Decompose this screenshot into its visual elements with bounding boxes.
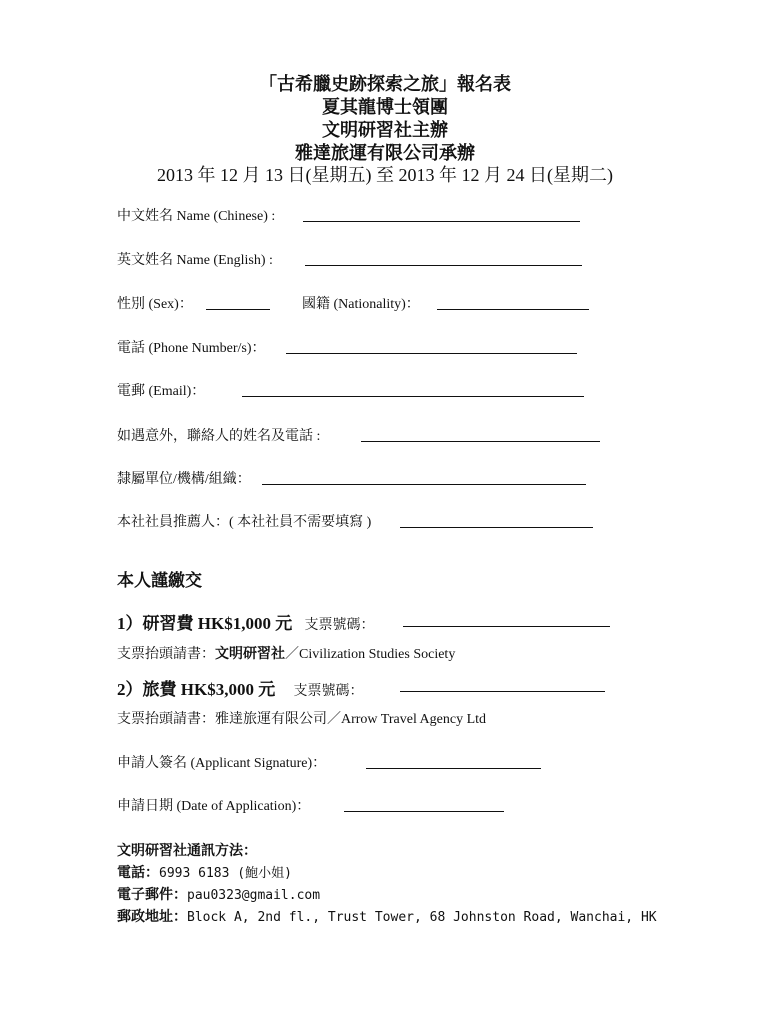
travel-fee-cheque-label: 支票號碼：: [293, 684, 364, 699]
date-field[interactable]: [344, 811, 504, 812]
email-label: 電郵 (Email)：: [117, 384, 206, 399]
date-label: 申請日期 (Date of Application)：: [117, 799, 311, 814]
tour-dates: 2013 年 12 月 13 日(星期五) 至 2013 年 12 月 24 日(星期二): [157, 165, 613, 185]
phone-field[interactable]: [286, 353, 577, 354]
study-fee-label: 1）研習費 HK$1,000 元: [117, 614, 293, 633]
nationality-field[interactable]: [437, 309, 589, 310]
affiliation-label: 隸屬單位/機構/組織：: [117, 472, 251, 487]
sex-label: 性別 (Sex)：: [117, 297, 193, 312]
email-field[interactable]: [242, 396, 584, 397]
travel-fee-cheque-field[interactable]: [400, 691, 605, 692]
study-fee-payee: [117, 643, 455, 663]
contact-email: [117, 884, 320, 904]
study-fee-payee-label: 支票抬頭請書：: [117, 647, 215, 662]
study-fee-payee-name: 文明研習社: [215, 647, 285, 662]
contact-address-value: Block A, 2nd fl., Trust Tower, 68 Johnston Road, Wanchai, HK: [187, 910, 657, 925]
travel-fee-payee: 支票抬頭請書：雅達旅運有限公司／Arrow Travel Agency Ltd: [117, 712, 487, 727]
study-fee-row: [117, 609, 374, 634]
emergency-contact-label: 如遇意外，聯絡人的姓名及電話 :: [117, 429, 321, 444]
name-english-field[interactable]: [305, 265, 582, 266]
contact-phone-value: 6993 6183 (鮑小姐): [159, 866, 292, 881]
name-english-label: 英文姓名 Name (English) :: [117, 253, 273, 268]
organizer: 文明研習社主辦: [322, 120, 448, 140]
contact-email-label: 電子郵件：: [117, 888, 187, 903]
study-fee-cheque-field[interactable]: [403, 626, 610, 627]
affiliation-field[interactable]: [262, 484, 586, 485]
contact-phone-label: 電話：: [117, 866, 159, 881]
contact-heading: 文明研習社通訊方法：: [117, 844, 257, 859]
form-title: 「古希臘史跡探索之旅」報名表: [259, 74, 511, 94]
signature-field[interactable]: [366, 768, 541, 769]
name-chinese-field[interactable]: [303, 221, 580, 222]
phone-label: 電話 (Phone Number/s)：: [117, 341, 266, 356]
travel-fee-row: [117, 675, 363, 700]
payment-heading: 本人謹繳交: [117, 571, 202, 590]
sex-field[interactable]: [206, 309, 270, 310]
tour-leader: 夏其龍博士領團: [322, 97, 448, 117]
travel-agent: 雅達旅運有限公司承辦: [295, 143, 475, 163]
study-fee-payee-en: ／Civilization Studies Society: [285, 647, 456, 662]
nationality-label: 國籍 (Nationality)：: [302, 297, 420, 312]
signature-label: 申請人簽名 (Applicant Signature)：: [117, 756, 327, 771]
name-chinese-label: 中文姓名 Name (Chinese) :: [117, 209, 276, 224]
contact-email-value: pau0323@gmail.com: [187, 888, 321, 903]
referrer-field[interactable]: [400, 527, 593, 528]
referrer-label: 本社社員推薦人：( 本社社員不需要填寫 ): [117, 515, 372, 530]
contact-address-label: 郵政地址：: [117, 910, 187, 925]
emergency-contact-field[interactable]: [361, 441, 600, 442]
study-fee-cheque-label: 支票號碼：: [304, 618, 375, 633]
contact-address: [117, 906, 657, 926]
travel-fee-label: 2）旅費 HK$3,000 元: [117, 680, 276, 699]
contact-phone: [117, 862, 292, 882]
